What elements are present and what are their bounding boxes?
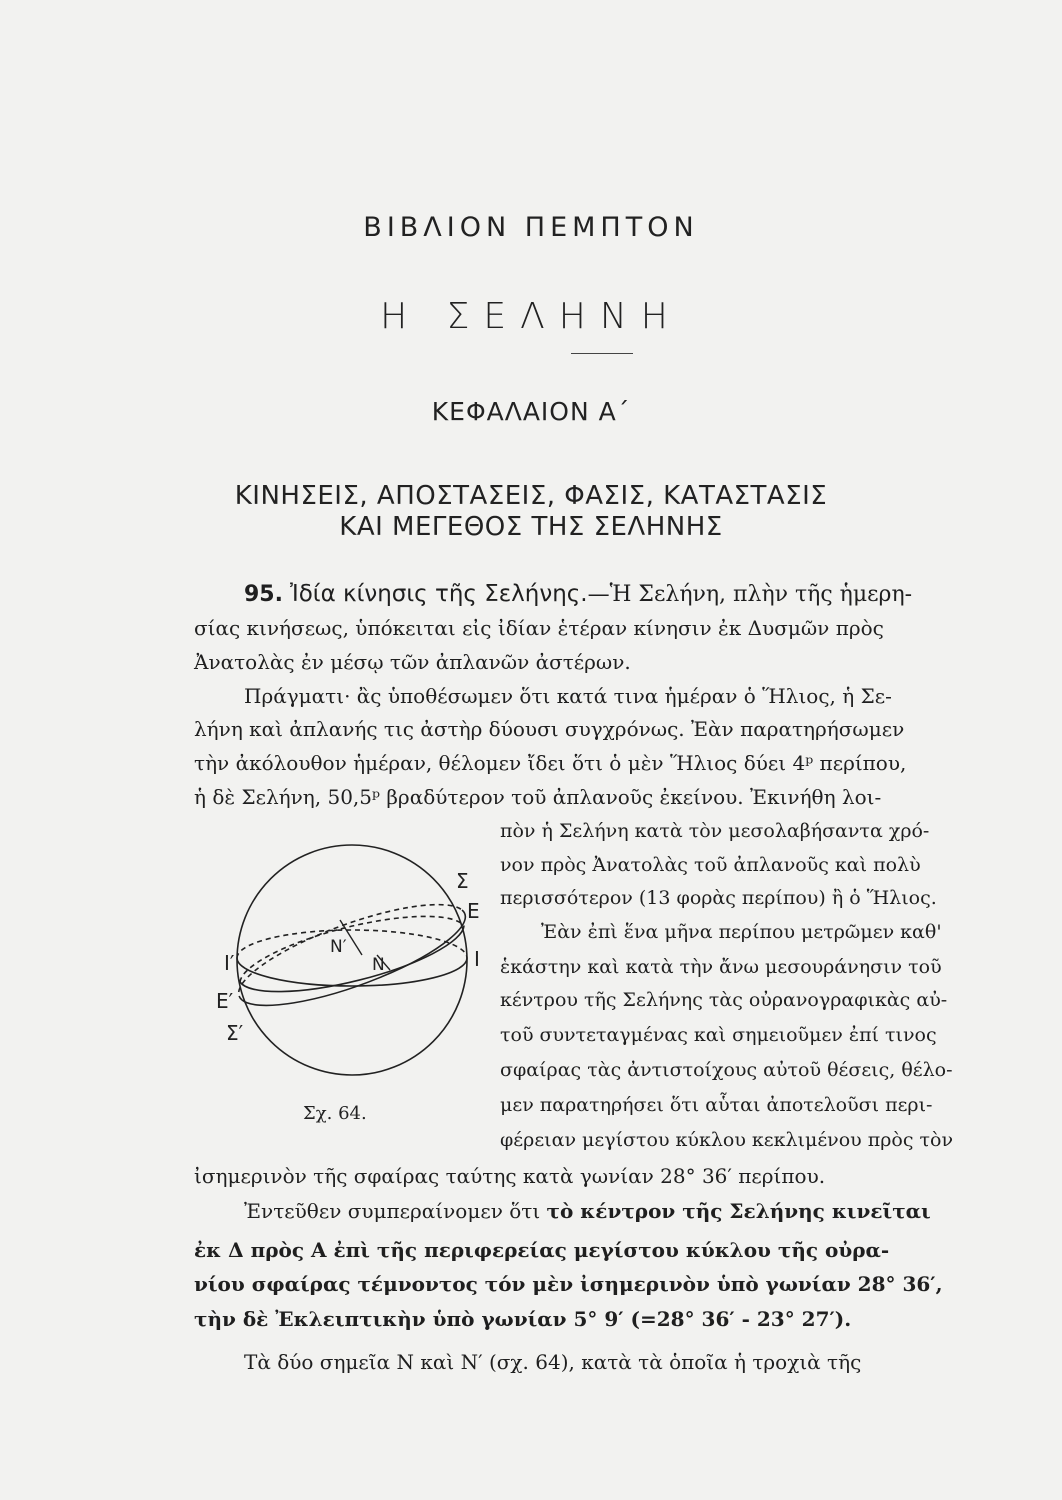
text-line: ἑκάστην καὶ κατὰ τὴν ἄνω μεσουράνησιν τοῦ <box>500 956 942 978</box>
text-line: κέντρου τῆς Σελήνης τὰς οὐρανογραφικὰς αὐ- <box>500 989 948 1011</box>
text-line <box>244 1201 931 1221</box>
text-line: σφαίρας τὰς ἀντιστοίχους αὐτοῦ θέσεις, θέλο- <box>500 1059 953 1081</box>
text-line: ἡ δὲ Σελήνη, 50,5ᵖ βραδύτερον τοῦ ἀπλανοῦς ἐκείνου. Ἐκινήθη λοι- <box>194 785 882 809</box>
text-line: τὴν ἀκόλουθον ἡμέραν, θέλομεν ἴδει ὅτι ὁ μὲν Ἥλιος δύει 4ᵖ περίπου, <box>194 751 907 775</box>
bold-text-span: τὸ κέντρον τῆς Σελήνης κινεῖται <box>546 1199 931 1223</box>
text-line: Ἐὰν ἐπὶ ἕνα μῆνα περίπου μετρῶμεν καθ' <box>541 921 942 943</box>
label-epsilon: Ε <box>467 899 480 923</box>
text-line: νον πρὸς Ἀνατολὰς τοῦ ἀπλανοῦς καὶ πολὺ <box>500 854 921 876</box>
sphere-outline <box>237 845 467 1075</box>
section-title: Ἰδία κίνησις τῆς Σελήνης. <box>289 581 588 607</box>
label-n: Ν <box>372 955 385 975</box>
label-epsilon-prime: Ε′ <box>216 989 234 1013</box>
part-title: Η ΣΕΛΗΝΗ <box>380 296 682 337</box>
text-line: πὸν ἡ Σελήνη κατὰ τὸν μεσολαβήσαντα χρό- <box>500 820 930 842</box>
chapter-heading-line-1: ΚΙΝΗΣΕΙΣ, ΑΠΟΣΤΑΣΕΙΣ, ΦΑΣΙΣ, ΚΑΤΑΣΤΑΣΙΣ <box>234 481 828 511</box>
text-line: σίας κινήσεως, ὑπόκειται εἰς ἰδίαν ἑτέραν κίνησιν ἐκ Δυσμῶν πρὸς <box>194 616 884 640</box>
text-span: Ἐντεῦθεν συμπεραίνομεν ὅτι <box>244 1199 541 1223</box>
celestial-sphere-figure <box>212 830 502 1090</box>
title-divider <box>571 353 633 354</box>
text-line: Τὰ δύο σημεῖα Ν καὶ Ν′ (σχ. 64), κατὰ τὰ ὁποῖα ἡ τροχιὰ τῆς <box>244 1350 862 1374</box>
label-iota-prime: Ι′ <box>224 951 235 975</box>
bold-text-line: τὴν δὲ Ἐκλειπτικὴν ὑπὸ γωνίαν 5° 9′ (=28° 36′ - 23° 27′). <box>194 1307 852 1331</box>
text-line: Πράγματι· ἂς ὑποθέσωμεν ὅτι κατά τινα ἡμέραν ὁ Ἥλιος, ἡ Σε- <box>244 684 892 708</box>
text-line: λήνη καὶ ἀπλανής τις ἀστὴρ δύουσι συγχρόνως. Ἐὰν παρατηρήσωμεν <box>194 717 905 741</box>
text-line: περισσότερον (13 φορὰς περίπου) ἢ ὁ Ἥλιος. <box>500 887 937 909</box>
book-title: ΒΙΒΛΙΟΝ ΠΕΜΠΤΟΝ <box>363 212 699 243</box>
text-line: ἰσημερινὸν τῆς σφαίρας ταύτης κατὰ γωνίαν 28° 36′ περίπου. <box>194 1164 826 1188</box>
label-iota: Ι <box>474 947 480 971</box>
label-sigma-prime: Σ′ <box>226 1021 244 1045</box>
label-sigma: Σ <box>456 869 469 893</box>
figure-caption: Σχ. 64. <box>303 1103 367 1124</box>
label-n-prime: Ν′ <box>330 937 347 957</box>
text-line: μεν παρατηρήσει ὅτι αὗται ἀποτελοῦσι περι- <box>500 1094 933 1116</box>
ecliptic-front <box>240 926 464 992</box>
chapter-title: ΚΕΦΑΛΑΙΟΝ Α΄ <box>431 397 631 426</box>
bold-text-line: ἐκ Δ πρὸς Α ἐπὶ τῆς περιφερείας μεγίστου κύκλου τῆς οὐρα- <box>194 1238 890 1262</box>
section-first-line <box>244 583 912 606</box>
text-line: φέρειαν μεγίστου κύκλου κεκλιμένου πρὸς τὸν <box>500 1129 954 1151</box>
chapter-heading-line-2: ΚΑΙ ΜΕΓΕΘΟΣ ΤΗΣ ΣΕΛΗΝΗΣ <box>339 512 723 542</box>
ecliptic-back <box>240 916 464 982</box>
text-line: τοῦ συντεταγμένας καὶ σημειοῦμεν ἐπί τινος <box>500 1024 937 1046</box>
text-line: Ἀνατολὰς ἐν μέσῳ τῶν ἀπλανῶν ἀστέρων. <box>194 650 631 674</box>
section-first-line-text: —Ἡ Σελήνη, πλὴν τῆς ἡμερη- <box>587 582 913 607</box>
bold-text-line: νίου σφαίρας τέμνοντος τόν μὲν ἰσημερινὸν ὑπὸ γωνίαν 28° 36′, <box>194 1272 943 1296</box>
section-number: 95. <box>244 582 283 607</box>
